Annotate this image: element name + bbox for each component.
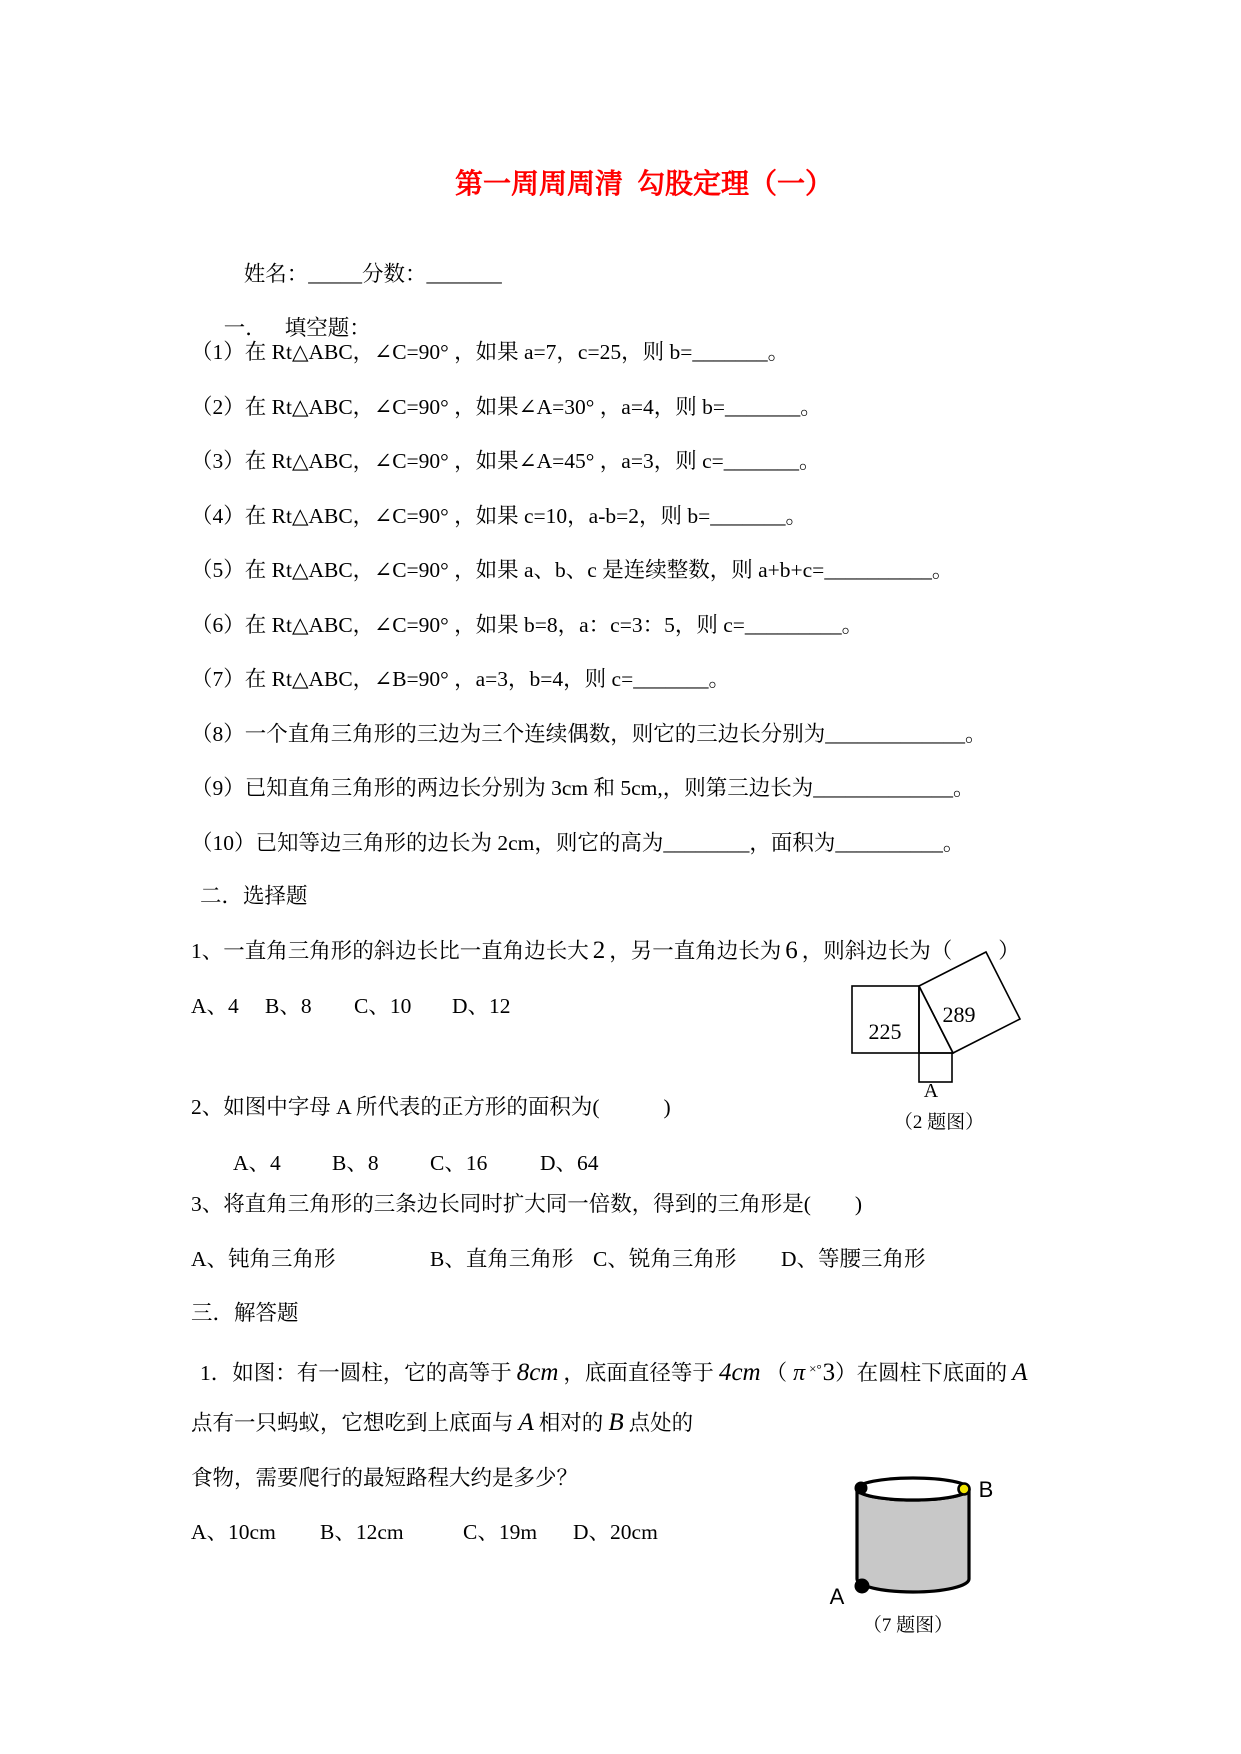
label-225: 225 (868, 1019, 902, 1044)
answer-blank-2: __________ (835, 831, 943, 855)
question-text: （2）在 Rt△ABC，∠C=90° ，如果∠A=30° ，a=4，则 b= (191, 395, 725, 419)
option-a: A、钝角三角形 (191, 1247, 336, 1271)
figure-2-caption: （2 题图） (893, 1112, 985, 1133)
option-a: A、4 (233, 1151, 281, 1175)
question-mid: ，面积为 (749, 831, 836, 855)
answer-paren-close: ) (663, 1095, 671, 1119)
question-text: （3）在 Rt△ABC，∠C=90° ，如果∠A=45° ，a=3，则 c= (191, 449, 724, 473)
choice-question-1-options (0, 991, 1241, 1021)
name-score-line (233, 229, 502, 286)
answer-blank: _______ (633, 667, 709, 691)
approx-symbol: ×° (809, 1361, 822, 1376)
choice-question-3 (191, 1189, 862, 1219)
number-6: 6 (785, 937, 798, 964)
question-text: （7）在 Rt△ABC，∠B=90° ，a=3，b=4，则 c= (191, 667, 634, 691)
option-a: A、4 (191, 994, 239, 1018)
option-b: B、8 (332, 1151, 379, 1175)
label-289: 289 (942, 1002, 976, 1027)
choice-question-3-options (0, 1244, 1241, 1274)
question-prefix: 1、一直角三角形的斜边长比一直角边长大 (191, 939, 589, 963)
solve-question-1-options (0, 1517, 1241, 1547)
cylinder-body (857, 1489, 969, 1592)
question-text: （10）已知等边三角形的边长为 2cm，则它的高为 (191, 831, 664, 855)
question-end: 。 (841, 613, 864, 637)
solve-question-1-line-2 (191, 1408, 693, 1438)
worksheet-title: 第一周周周清 勾股定理（一） (455, 169, 834, 200)
name-label: 姓名： (243, 262, 309, 286)
option-a: A、10cm (191, 1520, 276, 1544)
question-text: （8）一个直角三角形的三边为三个连续偶数，则它的三边长分别为 (191, 722, 826, 746)
choice-question-2 (191, 1092, 671, 1122)
question-end: 。 (767, 340, 790, 364)
solve-question-1-line-1 (200, 1354, 1032, 1384)
question-end: 。 (800, 395, 822, 419)
number-2: 2 (592, 937, 606, 964)
pythagorean-squares-figure (840, 940, 1040, 1140)
point-b: B (608, 1409, 624, 1436)
text-segment: 点有一只蚂蚁，它想吃到上底面与 (191, 1411, 514, 1435)
text-segment: 相对的 (538, 1411, 604, 1435)
section3-heading: 三．解答题 (191, 1301, 299, 1325)
answer-blank: _________ (744, 613, 842, 637)
option-c: C、10 (354, 994, 412, 1018)
option-d: D、20cm (573, 1520, 658, 1544)
choice-question-2-options (0, 1148, 1241, 1178)
question-text: （6）在 Rt△ABC，∠C=90° ，如果 b=8，a：c=3：5，则 c= (191, 613, 745, 637)
answer-paren-close: ) (854, 1192, 863, 1216)
text-segment: 点处的 (628, 1411, 694, 1435)
option-b: B、8 (265, 994, 312, 1018)
fill-question-10 (191, 828, 964, 858)
answer-blank: ________ (663, 831, 750, 855)
question-mid: ，另一直角边长为 (609, 939, 782, 963)
answer-blank: _______ (692, 340, 768, 364)
answer-blank: __________ (824, 558, 932, 582)
question-end: 。 (965, 722, 987, 746)
fill-question-7 (191, 664, 730, 694)
question-text: （4）在 Rt△ABC，∠C=90° ，如果 c=10，a-b=2，则 b= (191, 504, 711, 528)
answer-blank: _______ (724, 395, 801, 419)
fill-question-2 (191, 392, 822, 422)
figure-7-caption: （7 题图） (862, 1615, 954, 1636)
question-suffix: ，则斜边长为（ (801, 939, 953, 963)
pi-value: 3 (822, 1359, 836, 1386)
fill-question-8 (191, 719, 987, 749)
text-segment: 1．如图：有一圆柱，它的高等于 (200, 1361, 512, 1385)
question-end: 。 (942, 831, 965, 855)
answer-blank: _______ (723, 449, 799, 473)
pi-symbol: π (793, 1360, 806, 1386)
option-b: B、直角三角形 (430, 1247, 574, 1271)
score-label: 分数： (362, 262, 427, 286)
fill-question-4 (191, 501, 807, 531)
option-d: D、12 (452, 994, 511, 1018)
fill-question-1 (191, 337, 789, 367)
option-c: C、16 (430, 1151, 488, 1175)
answer-blank: _____________ (825, 722, 966, 746)
top-left-point (855, 1482, 868, 1495)
section2-heading: 二．选择题 (200, 884, 308, 908)
option-c: C、锐角三角形 (593, 1247, 737, 1271)
score-blank: _______ (426, 262, 502, 286)
answer-blank: _______ (710, 504, 786, 528)
answer-blank: _____________ (813, 776, 954, 800)
label-a: A (829, 1584, 845, 1609)
fill-question-6 (191, 610, 863, 640)
question-end: 。 (931, 558, 954, 582)
section1-number: 一． (223, 316, 267, 340)
diameter-value: 4cm (718, 1359, 761, 1386)
fill-question-5 (191, 555, 953, 585)
question-text: （9）已知直角三角形的两边长分别为 3cm 和 5cm,，则第三边长为 (191, 776, 814, 800)
section1-title: 填空题： (284, 316, 371, 340)
paren-open: （ (765, 1361, 788, 1385)
label-b: B (978, 1477, 994, 1502)
point-a: A (1012, 1359, 1028, 1386)
question-end: 。 (799, 449, 821, 473)
square-a (919, 1053, 952, 1082)
question-text: 2、如图中字母 A 所代表的正方形的面积为( (191, 1095, 600, 1119)
point-b-marker (959, 1484, 970, 1495)
text-segment: ，底面直径等于 (563, 1361, 714, 1385)
question-end: 。 (785, 504, 808, 528)
section1-heading (213, 283, 371, 340)
question-text: （1）在 Rt△ABC，∠C=90° ，如果 a=7，c=25，则 b= (191, 340, 693, 364)
height-value: 8cm (516, 1359, 559, 1386)
question-text: 3、将直角三角形的三条边长同时扩大同一倍数，得到的三角形是( (191, 1192, 811, 1216)
option-b: B、12cm (320, 1520, 404, 1544)
text-segment: ）在圆柱下底面的 (835, 1361, 1008, 1385)
solve-question-1-line-3: 食物，需要爬行的最短路程大约是多少？ (191, 1466, 579, 1490)
option-d: D、等腰三角形 (781, 1247, 926, 1271)
question-end: 。 (953, 776, 975, 800)
point-a: A (518, 1409, 534, 1436)
option-c: C、19m (463, 1520, 538, 1544)
point-a-marker (855, 1579, 870, 1594)
cylinder-top (857, 1478, 969, 1500)
fill-question-9 (191, 773, 975, 803)
cylinder-figure (820, 1460, 1020, 1640)
name-blank: _____ (308, 262, 363, 286)
question-end: 。 (708, 667, 730, 691)
fill-question-3 (191, 446, 821, 476)
answer-paren-close: ） (998, 939, 1020, 963)
option-d: D、64 (540, 1151, 599, 1175)
label-a: A (923, 1080, 939, 1102)
question-text: （5）在 Rt△ABC，∠C=90° ，如果 a、b、c 是连续整数，则 a+b+c= (191, 558, 825, 582)
